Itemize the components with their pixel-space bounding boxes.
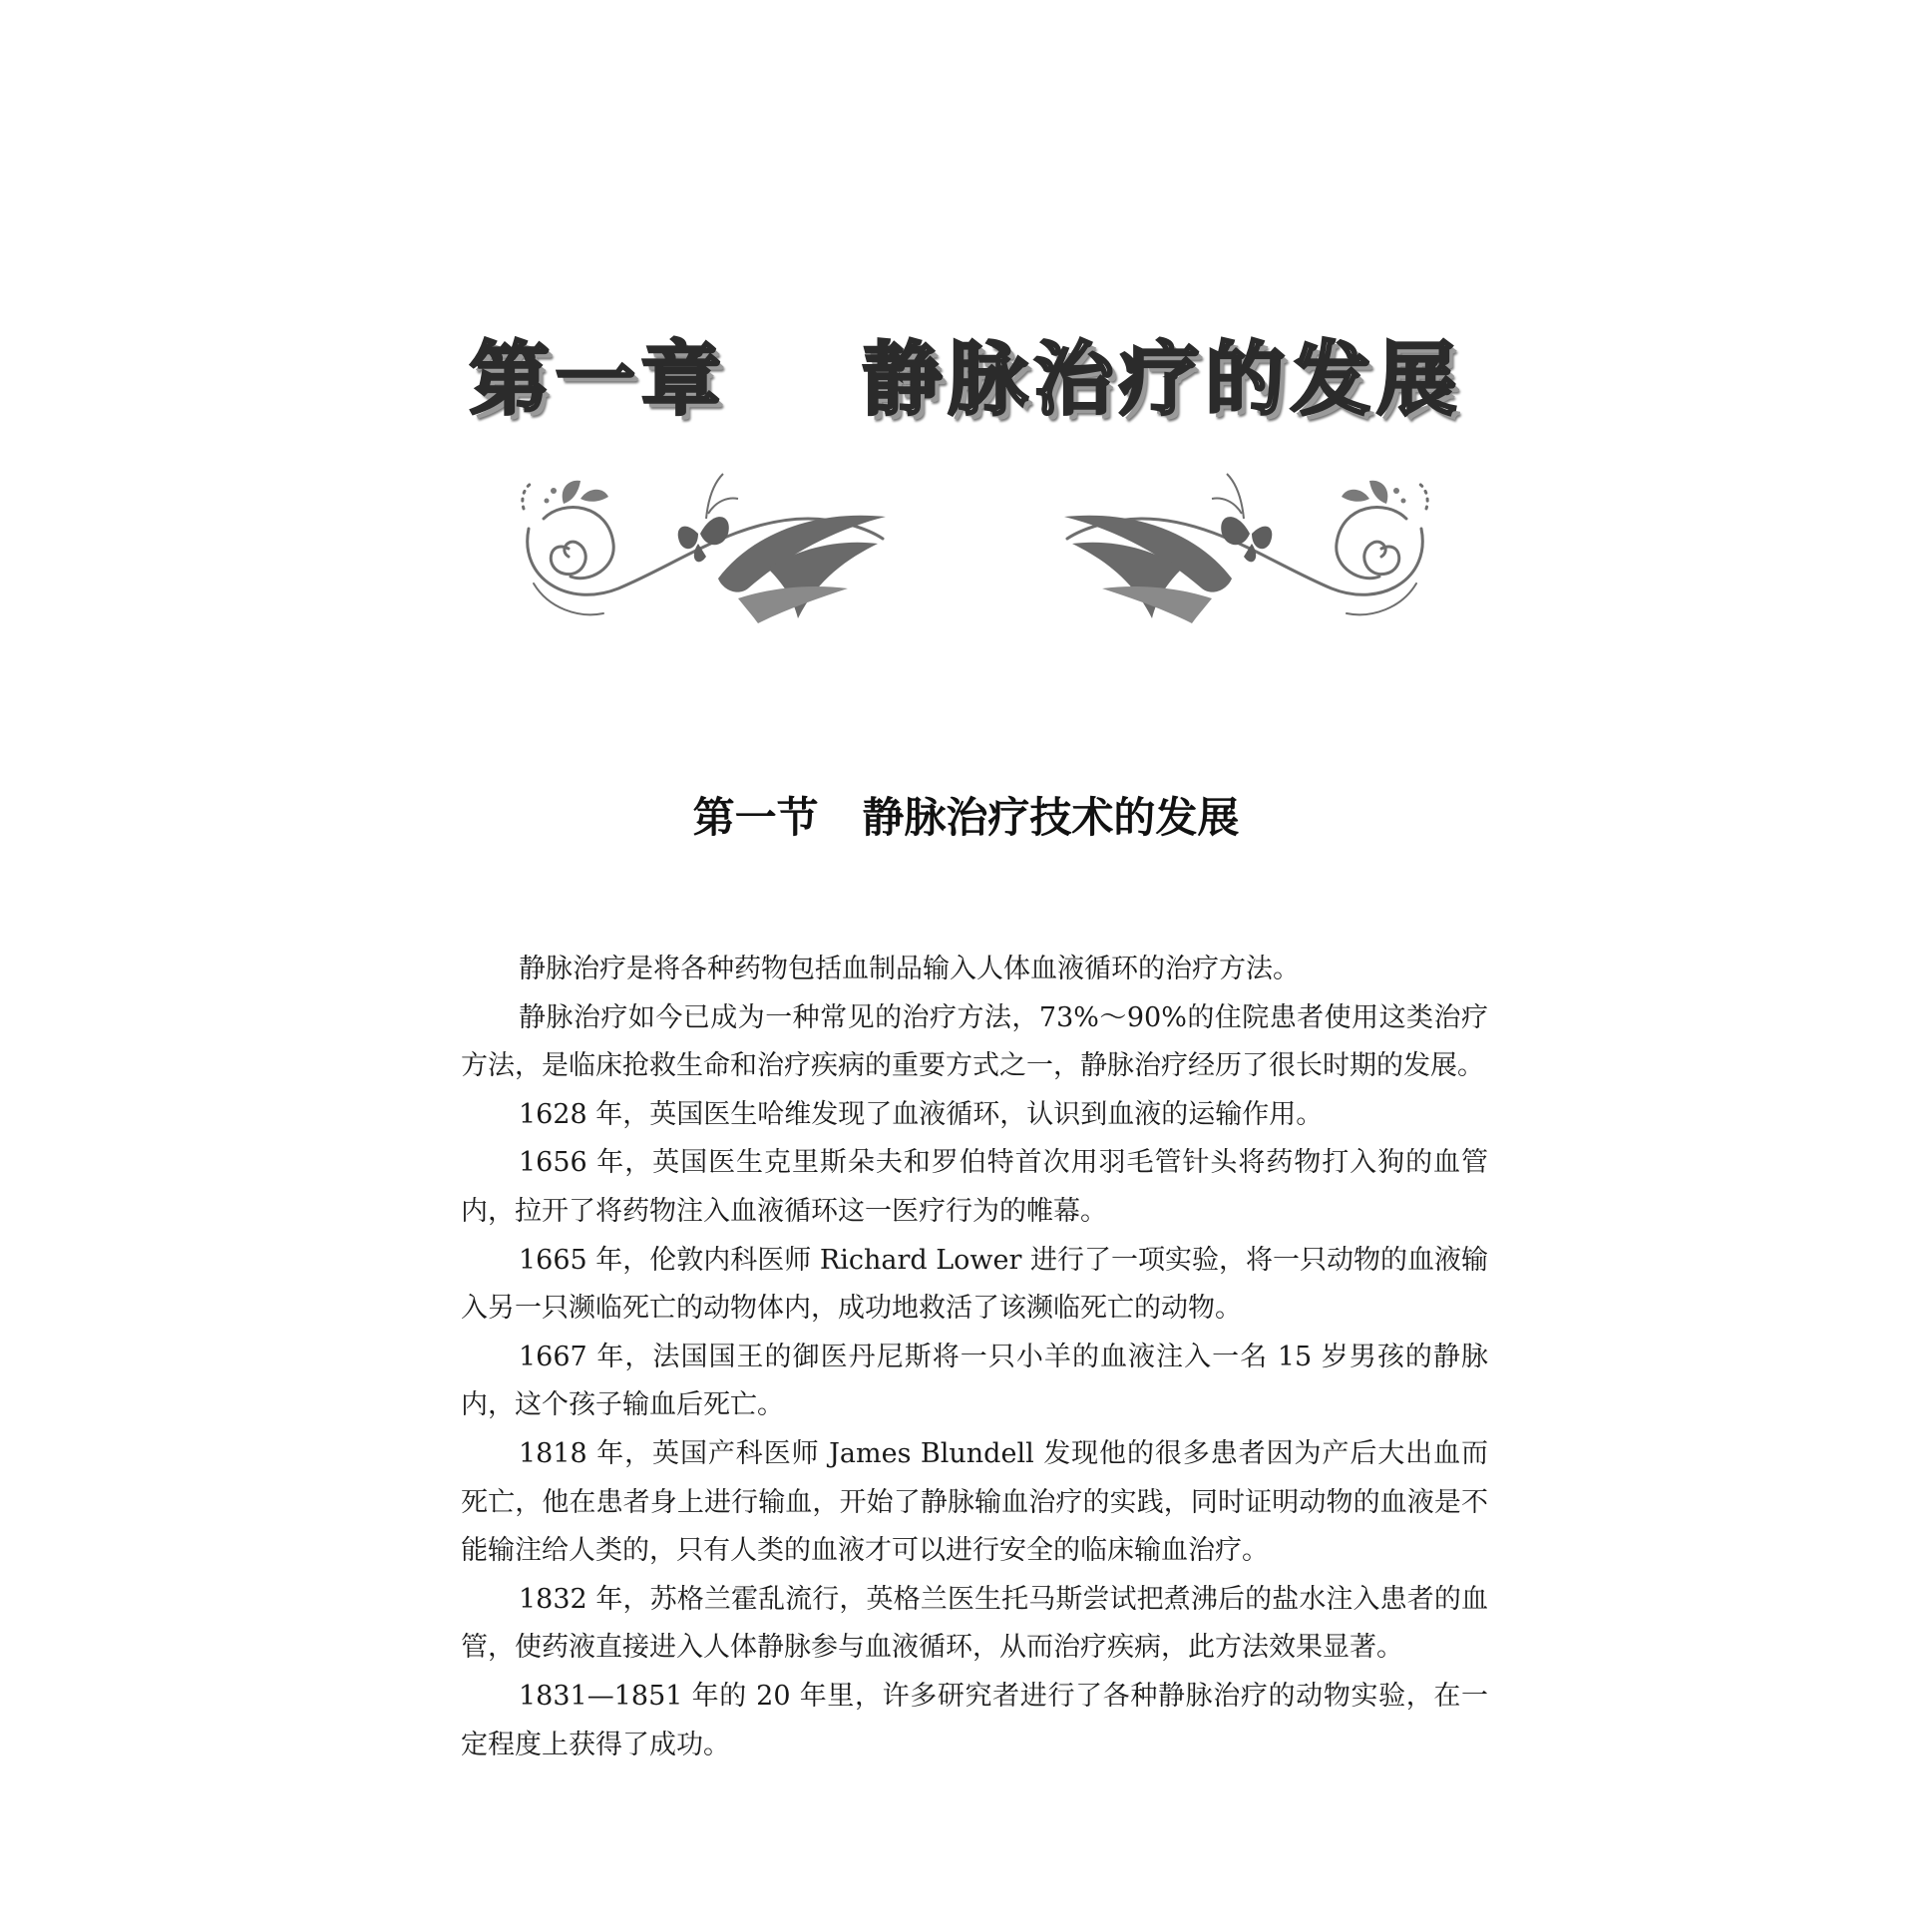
paragraph: 1667 年，法国国王的御医丹尼斯将一只小羊的血液注入一名 15 岁男孩的静脉内，这个孩子输血后死亡。	[461, 1341, 1488, 1421]
body-text	[461, 946, 1488, 1769]
paragraph: 1818 年，英国产科医师 James Blundell 发现他的很多患者因为产后大出血而死亡，他在患者身上进行输血，开始了静脉输血治疗的实践，同时证明动物的血液是不能输注给人类的，只有人类的血液才可以进行安全的临床输血治疗。	[461, 1437, 1488, 1567]
paragraph: 1665 年，伦敦内科医师 Richard Lower 进行了一项实验，将一只动物的血液输入另一只濒临死亡的动物体内，成功地救活了该濒临死亡的动物。	[461, 1244, 1488, 1325]
floral-ornament-right-icon	[1062, 459, 1441, 628]
paragraph: 1831—1851 年的 20 年里，许多研究者进行了各种静脉治疗的动物实验，在一定程度上获得了成功。	[461, 1680, 1488, 1760]
paragraph: 1628 年，英国医生哈维发现了血液循环，认识到血液的运输作用。	[519, 1098, 1324, 1130]
chapter-title: 第一章 静脉治疗的发展	[469, 332, 1463, 426]
paragraph: 1656 年，英国医生克里斯朵夫和罗伯特首次用羽毛管针头将药物打入狗的血管内，拉开了将药物注入血液循环这一医疗行为的帷幕。	[461, 1147, 1488, 1227]
floral-ornament-left-icon	[509, 459, 888, 628]
paragraph: 静脉治疗是将各种药物包括血制品输入人体血液循环的治疗方法。	[519, 954, 1300, 984]
section-title: 第一节 静脉治疗技术的发展	[692, 793, 1240, 842]
paragraph: 1832 年，苏格兰霍乱流行，英格兰医生托马斯尝试把煮沸后的盐水注入患者的血管，使药液直接进入人体静脉参与血液循环，从而治疗疾病，此方法效果显著。	[461, 1583, 1488, 1664]
paragraph: 静脉治疗如今已成为一种常见的治疗方法，73%～90%的住院患者使用这类治疗方法，是临床抢救生命和治疗疾病的重要方式之一，静脉治疗经历了很长时期的发展。	[461, 1001, 1488, 1082]
